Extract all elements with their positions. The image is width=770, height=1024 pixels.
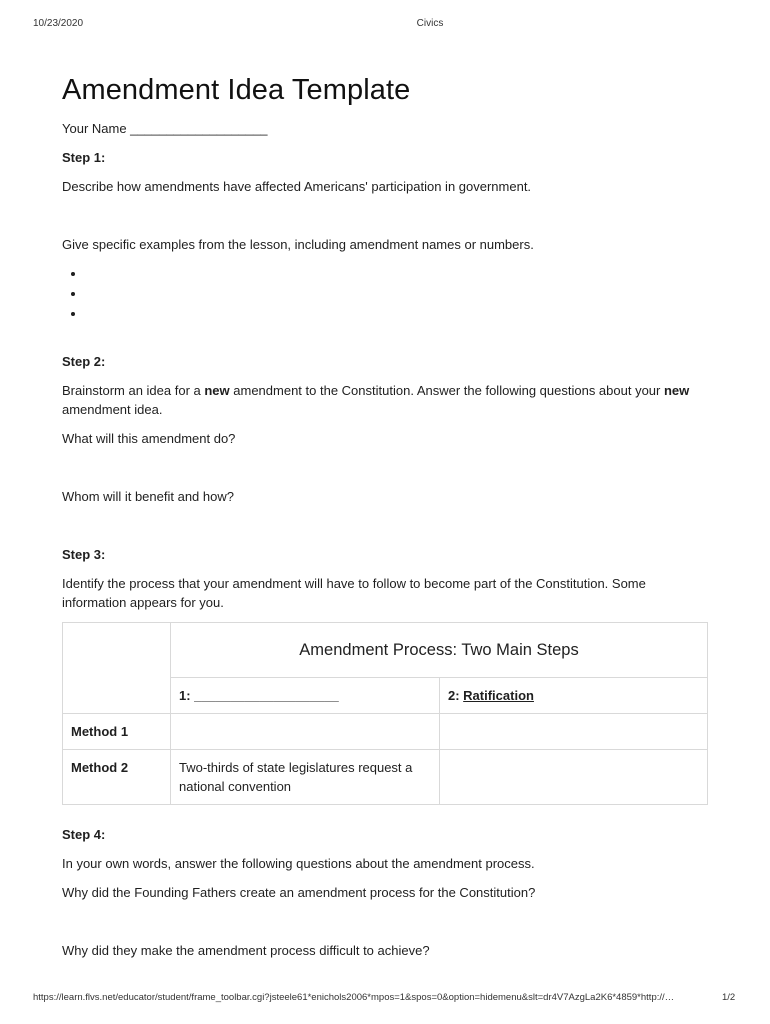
emphasis-new: new	[663, 383, 690, 398]
print-header-title: Civics	[416, 18, 444, 29]
page-number: 1/2	[722, 992, 736, 1003]
step3-label: Step 3:	[62, 547, 106, 562]
step1-examples: Give specific examples from the lesson, including amendment names or numbers.	[62, 237, 534, 252]
list-item	[86, 284, 712, 304]
step2-intro-c: amendment idea.	[62, 402, 163, 417]
step2-intro	[62, 381, 712, 419]
step4-intro: In your own words, answer the following questions about the amendment process.	[62, 856, 535, 871]
table-corner-cell	[63, 623, 171, 714]
document-body	[62, 74, 712, 960]
list-item	[86, 304, 712, 324]
step2-label: Step 2:	[62, 354, 106, 369]
list-item	[86, 264, 712, 284]
step2-intro-b: amendment to the Constitution. Answer the following questions about your	[229, 383, 664, 398]
method1-label: Method 1	[63, 714, 171, 750]
step1-label: Step 1:	[62, 150, 106, 165]
method2-step2-cell	[440, 750, 708, 805]
amendment-process-table	[62, 622, 708, 805]
method2-step1-cell: Two-thirds of state legislatures request a national convention	[171, 750, 440, 805]
step2-intro-a: Brainstorm an idea for a	[62, 383, 205, 398]
table-row	[63, 714, 708, 750]
method1-step2-cell	[440, 714, 708, 750]
print-footer-url: https://learn.flvs.net/educator/student/frame_toolbar.cgi?jsteele61*enichols2006*mpos=1&spos=0&option=hidemenu&slt=dr4V7AzgLa2K6*4859*http://…	[33, 992, 675, 1003]
page-title: Amendment Idea Template	[62, 74, 411, 106]
emphasis-new: new	[204, 383, 230, 398]
your-name-line: Your Name ___________________	[62, 121, 268, 136]
step2-header-cell	[440, 678, 708, 714]
table-row	[63, 750, 708, 805]
step1-blank: ____________________	[190, 688, 339, 703]
print-date: 10/23/2020	[33, 18, 84, 29]
ratification-label: Ratification	[463, 688, 534, 703]
step1-bullet-list	[62, 264, 712, 324]
step2-number: 2:	[448, 688, 464, 703]
table-title: Amendment Process: Two Main Steps	[171, 623, 708, 678]
method1-step1-cell	[171, 714, 440, 750]
step4-question-1: Why did the Founding Fathers create an amendment process for the Constitution?	[62, 885, 536, 900]
step1-describe: Describe how amendments have affected Americans' participation in government.	[62, 179, 532, 194]
table-row	[63, 623, 708, 678]
step2-question-1: What will this amendment do?	[62, 431, 236, 446]
step1-header-cell	[171, 678, 440, 714]
step3-intro: Identify the process that your amendment will have to follow to become part of the Constitution. Some information appears for you.	[62, 576, 646, 610]
step1-number: 1:	[179, 688, 191, 703]
step2-question-2: Whom will it benefit and how?	[62, 489, 234, 504]
step4-question-2: Why did they make the amendment process difficult to achieve?	[62, 943, 430, 958]
step4-label: Step 4:	[62, 827, 106, 842]
method2-label: Method 2	[63, 750, 171, 805]
